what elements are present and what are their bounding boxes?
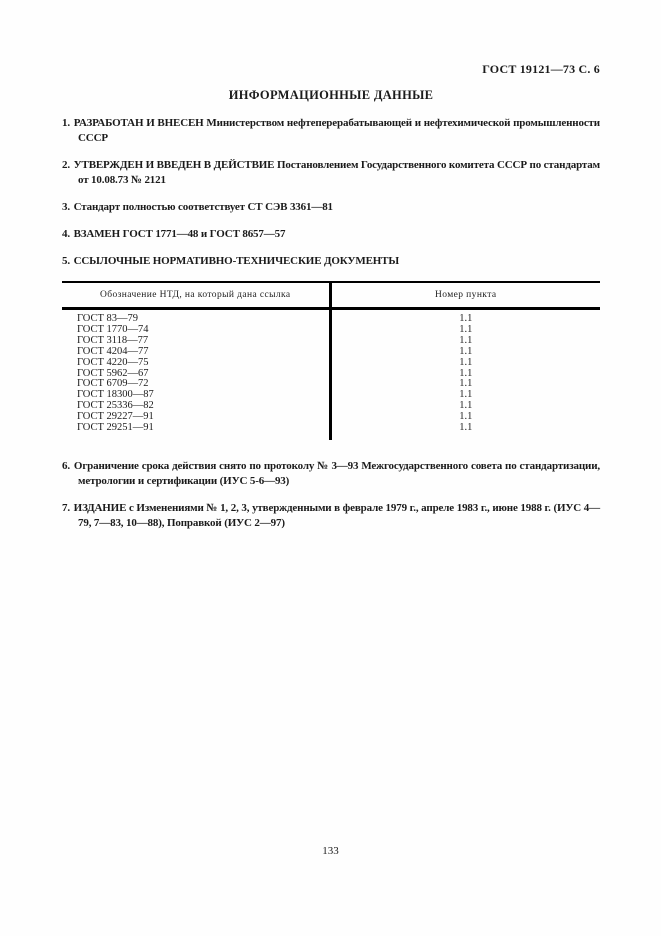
ntd-cell: ГОСТ 3118—77 (62, 336, 330, 347)
punkt-cell: 1.1 (459, 334, 473, 346)
document-code-header: ГОСТ 19121—73 С. 6 (482, 62, 600, 76)
info-item-7 (62, 501, 600, 531)
info-item-6 (62, 459, 600, 489)
ntd-cell: ГОСТ 4204—77 (62, 347, 330, 358)
punkt-cell: 1.1 (459, 345, 473, 357)
info-item-3 (62, 200, 600, 215)
column-header-ntd: Обозначение НТД, на который дана ссылка (62, 282, 330, 309)
table-row (62, 423, 600, 434)
ntd-cell: ГОСТ 29227—91 (62, 412, 330, 423)
item-text: ИЗДАНИЕ с Изменениями № 1, 2, 3, утвержденными в феврале 1979 г., апреле 1983 г., июне 1988 г. (ИУС 4—79, 7—83, 10—88), Поправкой (ИУС 2—97) (73, 501, 600, 529)
info-items-bottom (62, 459, 600, 531)
page-title: ИНФОРМАЦИОННЫЕ ДАННЫЕ (228, 88, 434, 102)
ntd-cell: ГОСТ 6709—72 (62, 379, 330, 390)
column-header-punkt: Номер пункта (330, 282, 600, 309)
punkt-cell: 1.1 (459, 400, 473, 412)
item-number: 2. (62, 159, 70, 171)
item-text: Стандарт полностью соответствует СТ СЭВ 3361—81 (73, 201, 333, 213)
table-row (62, 347, 600, 358)
punkt-cell: 1.1 (459, 313, 473, 324)
ntd-cell: ГОСТ 4220—75 (62, 358, 330, 369)
item-number: 3. (62, 201, 70, 213)
table-divider-tail (62, 434, 600, 440)
punkt-cell: 1.1 (459, 356, 473, 368)
item-number: 1. (62, 117, 70, 129)
punkt-cell: 1.1 (459, 389, 473, 401)
punkt-cell: 1.1 (459, 411, 473, 423)
ntd-cell: ГОСТ 83—79 (62, 309, 330, 325)
reference-documents-table (62, 281, 600, 440)
item-text: ССЫЛОЧНЫЕ НОРМАТИВНО-ТЕХНИЧЕСКИЕ ДОКУМЕНТЫ (73, 255, 400, 267)
punkt-cell: 1.1 (459, 378, 473, 390)
item-text: ВЗАМЕН ГОСТ 1771—48 и ГОСТ 8657—57 (73, 228, 286, 240)
punkt-cell: 1.1 (459, 367, 473, 379)
table-row (62, 309, 600, 325)
item-number: 4. (62, 228, 70, 240)
ntd-cell: ГОСТ 5962—67 (62, 369, 330, 380)
ntd-cell: ГОСТ 1770—74 (62, 325, 330, 336)
info-item-1 (62, 116, 600, 146)
punkt-cell: 1.1 (459, 422, 473, 434)
table-row (62, 358, 600, 369)
ntd-cell: ГОСТ 18300—87 (62, 390, 330, 401)
item-number: 7. (62, 501, 70, 514)
page-number: 133 (322, 845, 339, 857)
table-header-row (62, 282, 600, 309)
info-item-2 (62, 158, 600, 188)
info-items-top (62, 116, 600, 269)
item-number: 5. (62, 255, 70, 267)
info-item-4 (62, 227, 600, 242)
ntd-cell: ГОСТ 25336—82 (62, 401, 330, 412)
punkt-cell: 1.1 (459, 323, 473, 335)
item-text: УТВЕРЖДЕН И ВВЕДЕН В ДЕЙСТВИЕ Постановлением Государственного комитета СССР по стандартам от 10.08.73 № 2121 (73, 159, 601, 186)
item-number: 6. (62, 459, 70, 472)
item-text: РАЗРАБОТАН И ВНЕСЕН Министерством нефтеперерабатывающей и нефтехимической промышленности СССР (73, 117, 600, 144)
item-text: Ограничение срока действия снято по протоколу № 3—93 Межгосударственного совета по стандартизации, метрологии и сертификации (ИУС 5-6—93) (73, 459, 600, 487)
ntd-cell: ГОСТ 29251—91 (62, 423, 330, 434)
info-item-5 (62, 254, 600, 269)
